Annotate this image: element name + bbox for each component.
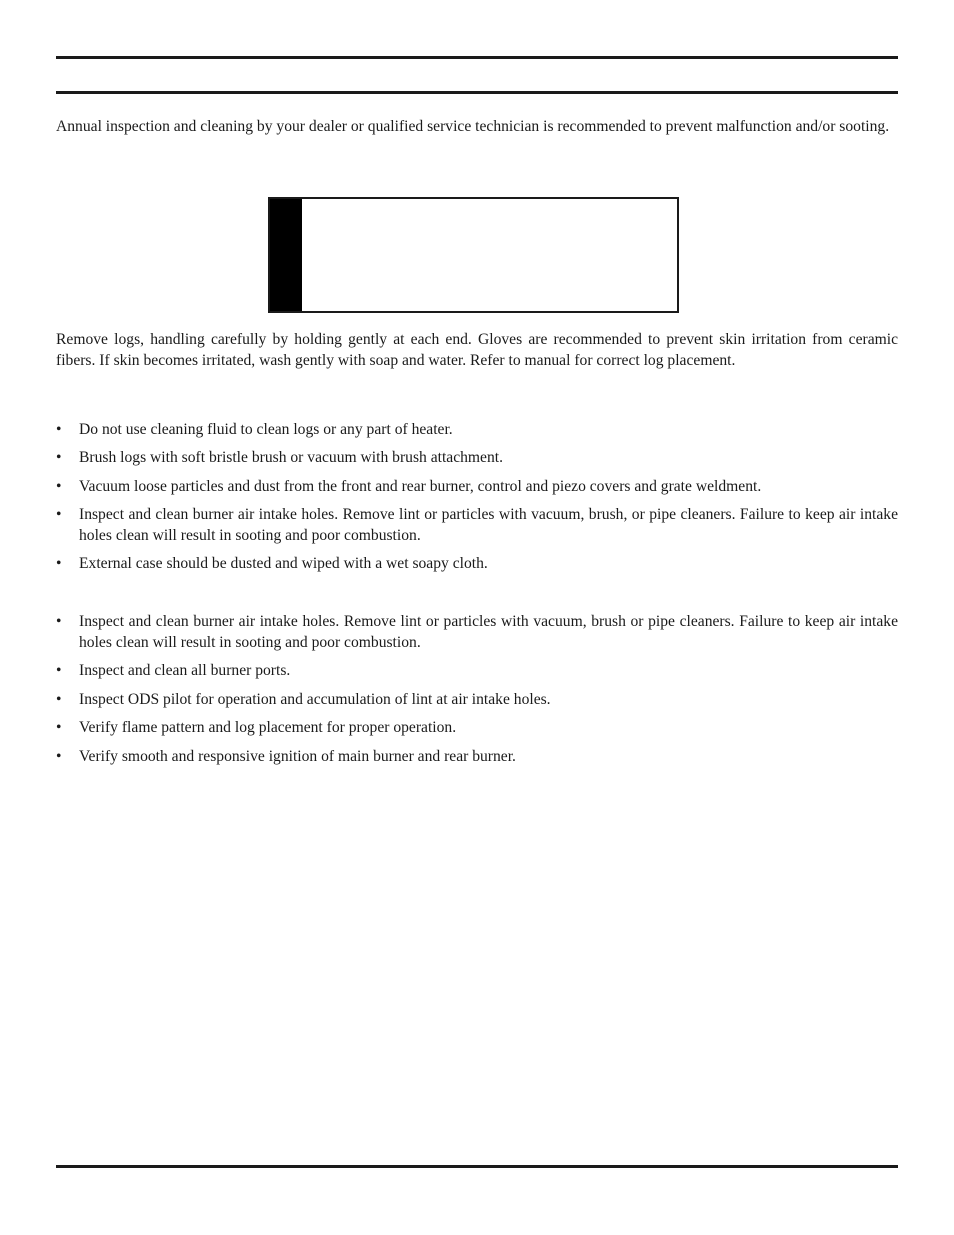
bullet-icon: • bbox=[56, 449, 62, 466]
list-item bbox=[56, 476, 898, 504]
list-item-text: Inspect and clean burner air intake holes. Remove lint or particles with vacuum, brush or pipe cleaners. Failure to keep air intake holes clean will result in sooting and poor combustion. bbox=[79, 613, 898, 651]
list-item bbox=[56, 447, 898, 476]
intro-paragraph: Annual inspection and cleaning by your dealer or qualified service technician is recommended to prevent malfunction and/or sooting. bbox=[56, 118, 890, 135]
bullet-icon: • bbox=[56, 662, 62, 679]
list-item-text: External case should be dusted and wiped with a wet soapy cloth. bbox=[79, 555, 488, 572]
bullet-icon: • bbox=[56, 719, 62, 736]
list-item-text: Vacuum loose particles and dust from the front and rear burner, control and piezo covers and grate weldment. bbox=[79, 478, 762, 495]
list-item-text: Do not use cleaning fluid to clean logs or any part of heater. bbox=[79, 421, 453, 438]
bullet-icon: • bbox=[56, 421, 62, 438]
cleaning-list bbox=[56, 419, 898, 581]
footer-rule bbox=[56, 1165, 898, 1168]
list-item bbox=[56, 746, 898, 774]
list-item-text: Inspect and clean burner air intake holes. Remove lint or particles with vacuum, brush, or pipe cleaners. Failure to keep air intake holes clean will result in sooting and poor combustion. bbox=[79, 506, 898, 544]
bullet-icon: • bbox=[56, 613, 62, 630]
list-item bbox=[56, 717, 898, 746]
bullet-icon: • bbox=[56, 478, 62, 495]
bullet-icon: • bbox=[56, 691, 62, 708]
logs-paragraph: Remove logs, handling carefully by holding gently at each end. Gloves are recommended to prevent skin irritation from ceramic fibers. If skin becomes irritated, wash gently with soap and water. Refer to manual for correct log placement. bbox=[56, 331, 898, 369]
header-bottom-rule bbox=[56, 91, 898, 94]
list-item bbox=[56, 660, 898, 689]
header-top-rule bbox=[56, 56, 898, 59]
inspection-list bbox=[56, 611, 898, 774]
list-item bbox=[56, 419, 898, 447]
list-item bbox=[56, 553, 898, 581]
warning-side-bar bbox=[270, 199, 302, 311]
list-item-text: Inspect and clean all burner ports. bbox=[79, 662, 291, 679]
bullet-icon: • bbox=[56, 506, 62, 523]
bullet-icon: • bbox=[56, 748, 62, 765]
list-item-text: Brush logs with soft bristle brush or vacuum with brush attachment. bbox=[79, 449, 504, 466]
list-item-text: Verify flame pattern and log placement for proper operation. bbox=[79, 719, 457, 736]
warning-box bbox=[268, 197, 679, 313]
list-item bbox=[56, 689, 898, 717]
bullet-icon: • bbox=[56, 555, 62, 572]
list-item-text: Verify smooth and responsive ignition of main burner and rear burner. bbox=[79, 748, 516, 765]
list-item bbox=[56, 504, 898, 553]
list-item-text: Inspect ODS pilot for operation and accumulation of lint at air intake holes. bbox=[79, 691, 551, 708]
list-item bbox=[56, 611, 898, 660]
